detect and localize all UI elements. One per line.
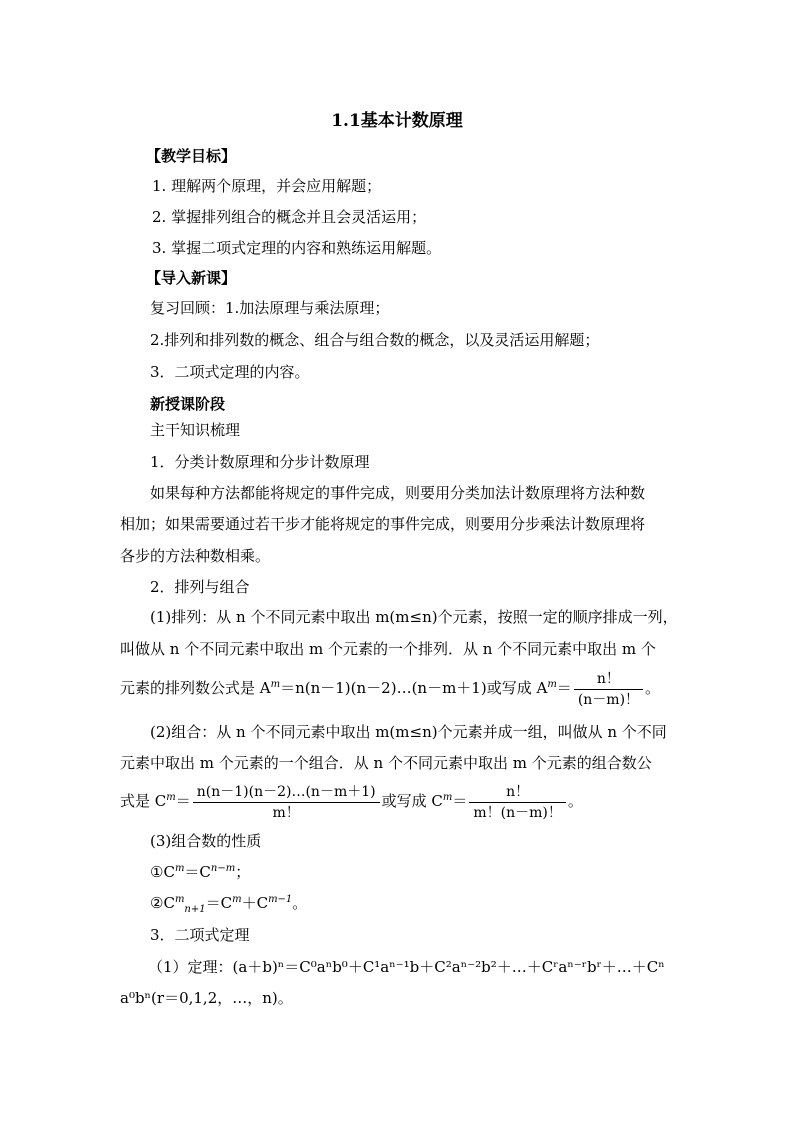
section-1-body: 如果每种方法都能将规定的事件完成，则要用分类加法计数原理将方法种数 xyxy=(150,484,646,502)
superscript: m−1 xyxy=(268,894,293,905)
objective-item: 2. 掌握排列组合的概念并且会灵活运用； xyxy=(152,208,427,226)
objective-item: 1. 理解两个原理，并会应用解题； xyxy=(152,177,382,195)
formula-text: ＝C xyxy=(184,863,211,881)
section-1-title: 1．分类计数原理和分步计数原理 xyxy=(150,453,370,471)
superscript: m xyxy=(270,679,281,690)
permutation-line: (1)排列：从 n 个不同元素中取出 m(m≤n)个元素，按照一定的顺序排成一列， xyxy=(150,608,678,626)
superscript: m xyxy=(442,792,453,803)
fraction-numerator: n！ xyxy=(469,783,566,803)
formula-text: ； xyxy=(235,863,251,881)
intro-line: 2.排列和排列数的概念、组合与组合数的概念，以及灵活运用解题； xyxy=(150,331,600,349)
formula-text: 或写成 C xyxy=(381,792,443,810)
fraction xyxy=(574,670,643,709)
formula-text: 元素的排列数公式是 A xyxy=(120,679,271,697)
new-lesson-heading: 新授课阶段 xyxy=(150,395,226,413)
formula-text: ＋C xyxy=(241,894,269,912)
permutation-formula xyxy=(120,668,660,709)
combination-formula xyxy=(120,781,583,822)
objective-item: 3. 掌握二项式定理的内容和熟练运用解题。 xyxy=(152,239,442,257)
page-title: 1.1基本计数原理 xyxy=(331,111,463,131)
fraction-denominator: m！ xyxy=(272,804,300,821)
formula-text: ②C xyxy=(150,894,175,912)
permutation-line: 叫做从 n 个不同元素中取出 m 个元素的一个排列．从 n 个不同元素中取出 m 个 xyxy=(120,640,656,658)
formula-text: 。 xyxy=(567,792,583,810)
section-1-body: 各步的方法种数相乘。 xyxy=(120,547,271,565)
formula-text: ＝n(n－1)(n－2)…(n－m＋1)或写成 A xyxy=(280,679,548,697)
properties-title: (3)组合数的性质 xyxy=(150,832,262,850)
formula-text: ＝C xyxy=(205,894,233,912)
fraction xyxy=(469,783,566,822)
combination-line: 元素中取出 m 个元素的一个组合．从 n 个不同元素中取出 m 个元素的组合数公 xyxy=(120,754,652,772)
section-3-title: 3．二项式定理 xyxy=(150,926,250,944)
property-1 xyxy=(150,862,250,882)
new-lesson-subheading: 主干知识梳理 xyxy=(150,421,241,439)
formula-text: 。 xyxy=(292,894,308,912)
binomial-theorem-line: （1）定理：(a＋b)ⁿ＝C⁰aⁿb⁰＋C¹aⁿ⁻¹b＋C²aⁿ⁻²b²＋…＋Cʳaⁿ⁻ʳbʳ＋…＋Cⁿ xyxy=(148,958,665,976)
subscript: n+1 xyxy=(184,904,206,915)
objectives-heading: 【教学目标】 xyxy=(146,147,237,165)
fraction xyxy=(193,783,380,822)
superscript: n−m xyxy=(210,863,236,874)
section-2-title: 2．排列与组合 xyxy=(150,578,250,596)
superscript: m xyxy=(232,894,242,905)
formula-text: 式是 C xyxy=(120,792,167,810)
intro-line: 复习回顾：1.加法原理与乘法原理； xyxy=(150,299,390,317)
fraction-numerator: n(n－1)(n－2)…(n－m＋1) xyxy=(193,783,380,803)
superscript: m xyxy=(547,679,557,690)
formula-text: ＝ xyxy=(556,679,572,697)
fraction-numerator: n！ xyxy=(574,670,643,690)
fraction-denominator: m！(n－m)！ xyxy=(473,804,562,821)
combination-line: (2)组合：从 n 个不同元素中取出 m(m≤n)个元素并成一组，叫做从 n 个不同 xyxy=(150,723,667,741)
superscript: m xyxy=(174,863,185,874)
formula-text: ＝ xyxy=(452,792,468,810)
intro-line: 3．二项式定理的内容。 xyxy=(150,363,310,381)
section-1-body: 相加；如果需要通过若干步才能将规定的事件完成，则要用分步乘法计数原理将 xyxy=(120,515,646,533)
intro-heading: 【导入新课】 xyxy=(146,269,237,287)
superscript: m xyxy=(166,792,176,803)
fraction-denominator: (n－m)！ xyxy=(577,691,640,708)
formula-text: 。 xyxy=(645,679,661,697)
property-2 xyxy=(150,893,307,913)
binomial-theorem-line: a⁰bⁿ(r＝0,1,2，…，n)。 xyxy=(120,989,293,1007)
superscript: m xyxy=(174,894,185,905)
formula-text: ＝ xyxy=(175,792,191,810)
formula-text: ①C xyxy=(150,863,175,881)
